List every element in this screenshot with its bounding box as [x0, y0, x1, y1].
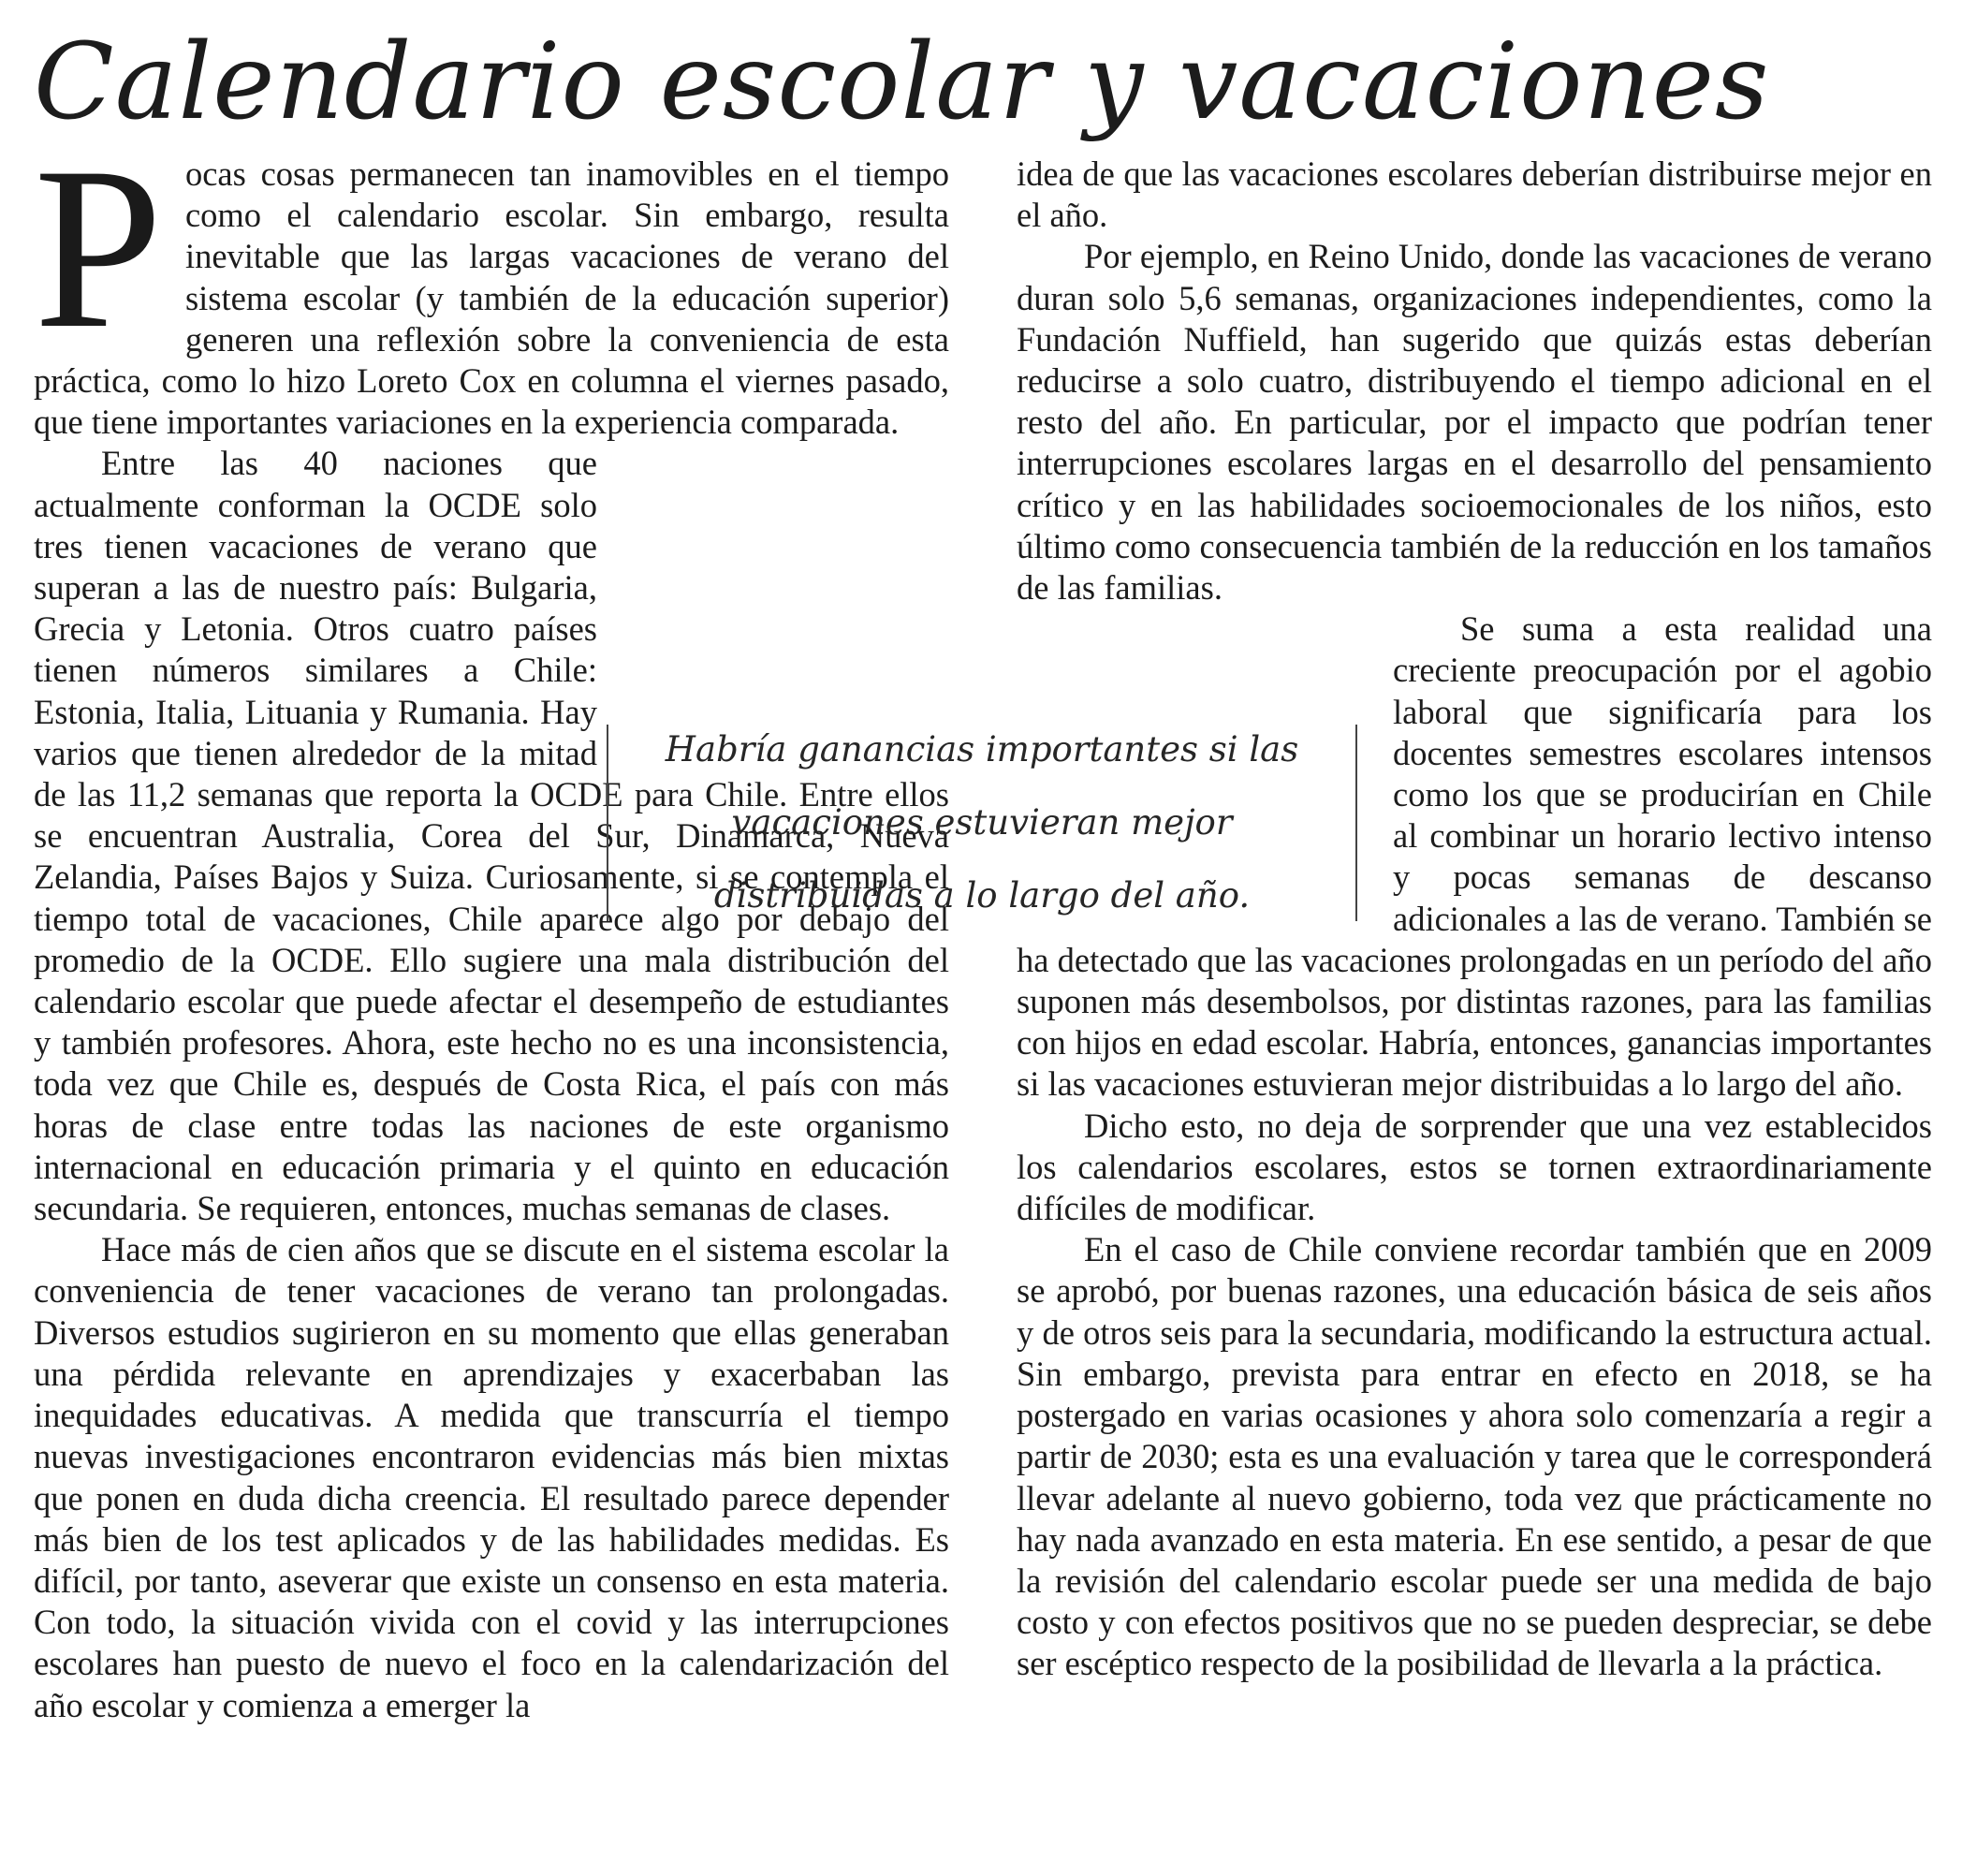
paragraph-2-text: Entre las 40 naciones que actualmente conforman la OCDE solo tres tienen vacaciones de verano que superan a las de nuestro país: Bulgaria, Grecia y Letonia. Otros cuatro países tienen números similares a Chile: Estonia, Italia, Lituania y Rumania. Hay varios que tienen alrededor de la mitad de las 11,2 semanas que reporta la OCDE para Chile. Entre ellos se encuentran Australia, Corea del Sur, Dinamarca, Nueva Zelandia, Países Bajos y Suiza. Curiosamente, si se contempla el tiempo total de vacaciones, Chile aparece algo por debajo del promedio de la OCDE. Ello sugiere una mala distribución del calendario escolar que puede afectar el desempeño de estudiantes y también profesores. Ahora, este hecho no es una inconsistencia, toda vez que Chile es, después de Costa Rica, el país con más horas de clase entre todas las naciones de este organismo internacional en educación primaria y el quinto en educación secundaria. Se requieren, entonces, muchas semanas de clases. [34, 444, 949, 1228]
paragraph-4: idea de que las vacaciones escolares deberían distribuirse mejor en el año. [1017, 154, 1932, 235]
article-title: Calendario escolar y vacaciones [34, 22, 1770, 143]
left-column [34, 119, 949, 1726]
pull-quote-spacer [597, 452, 949, 747]
paragraph-5: Por ejemplo, en Reino Unido, donde las vacaciones de verano duran solo 5,6 semanas, organizaciones independientes, como la Fundación Nuffield, han sugerido que quizás estas deberían reducirse a solo cuatro, distribuyendo el tiempo adicional en el resto del año. En particular, por el impacto que podrían tener interrupciones escolares largas en el desarrollo del pensamiento crítico y en las habilidades socioemocionales de los niños, esto último como consecuencia también de la reducción en los tamaños de las familias. [1017, 237, 1932, 608]
paragraph-8: En el caso de Chile conviene recordar también que en 2009 se aprobó, por buenas razones, una educación básica de seis años y de otros seis para la secundaria, modificando la estructura actual. Sin embargo, prevista para entrar en efecto en 2018, se ha postergado en varias ocasiones y ahora solo comenzaría a regir a partir de 2030; esta es una evaluación y tarea que le corresponderá llevar adelante al nuevo gobierno, toda vez que prácticamente no hay nada avanzado en esta materia. En ese sentido, a pesar de que la revisión del calendario escolar puede ser una medida de bajo costo y con efectos positivos que no se pueden despreciar, se debe ser escéptico respecto de la posibilidad de llevarla a la práctica. [1017, 1230, 1932, 1683]
paragraph-1-text: ocas cosas permanecen tan inamovibles en el tiempo como el calendario escolar. Sin embargo, resulta inevitable que las largas vacaciones de verano del sistema escolar (y también de la educación superior) generen una reflexión sobre la conveniencia de esta práctica, como lo hizo Loreto Cox en columna el viernes pasado, que tiene importantes variaciones en la experiencia comparada. [34, 154, 949, 442]
pull-quote-box [607, 725, 1357, 921]
paragraph-3: Hace más de cien años que se discute en el sistema escolar la conveniencia de tener vacaciones de verano tan prolongadas. Diversos estudios sugirieron en su momento que ellas generaban una pérdida relevante en aprendizajes y exacerbaban las inequidades educativas. A medida que transcurría el tiempo nuevas investigaciones encontraron evidencias más bien mixtas que ponen en duda dicha creencia. El resultado parece depender más bien de los test aplicados y de las habilidades medidas. Es difícil, por tanto, aseverar que existe un consenso en esta materia. Con todo, la situación vivida con el covid y las interrupciones escolares han puesto de nuevo el foco en la calendarización del año escolar y comienza a emerger la [34, 1230, 949, 1724]
paragraph-6-text: Se suma a esta realidad una creciente preocupación por el agobio laboral que significaría para los docentes semestres escolares intensos como los que se producirían en Chile al combinar un horario lectivo intenso y pocas semanas de descanso adicionales a las de verano. También se ha detectado que las vacaciones prolongadas en un período del año suponen más desembolsos, por distintas razones, para las familias con hijos en edad escolar. Habría, entonces, ganancias importantes si las vacaciones estuvieran mejor distribuidas a lo largo del año. [1017, 609, 1932, 1104]
drop-cap: P [34, 119, 163, 376]
paragraph-7: Dicho esto, no deja de sorprender que una vez establecidos los calendarios escolares, estos se tornen extraordinariamente difíciles de modificar. [1017, 1106, 1932, 1228]
pull-quote: Habría ganancias importantes si las vacaciones estuvieran mejor distribuidas a lo largo del año. [665, 729, 1299, 916]
paragraph-1 [34, 119, 949, 443]
